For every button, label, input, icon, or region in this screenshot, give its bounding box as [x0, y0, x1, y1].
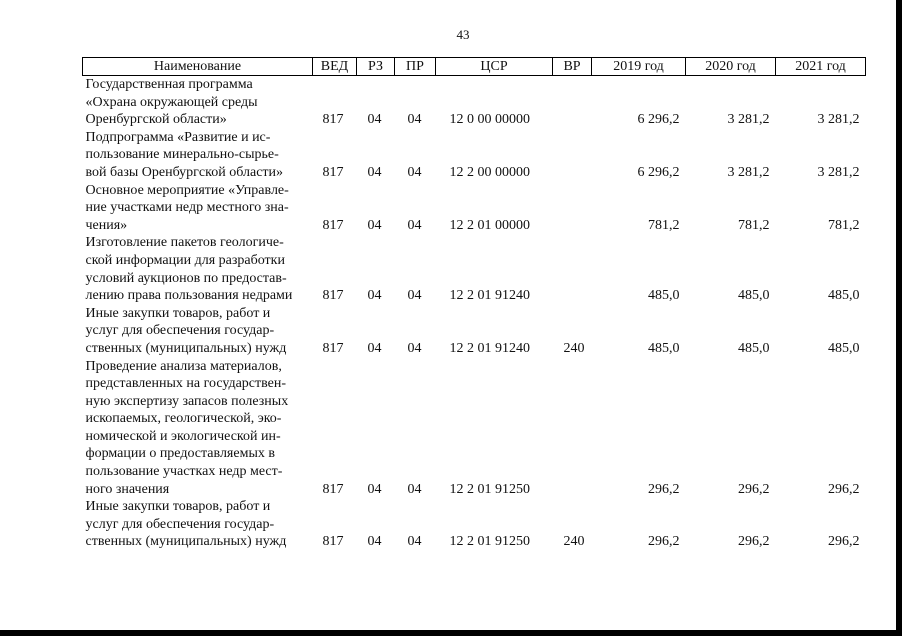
row-name — [83, 76, 313, 129]
cell-rz: 04 — [367, 217, 382, 233]
row-name-line: чения» — [85, 217, 128, 233]
cell-2020: 296,2 — [738, 481, 770, 497]
row-name-line: ственных (муниципальных) нужд — [85, 534, 287, 550]
header-csr: ЦСР — [436, 58, 553, 76]
row-name-line: ственных (муниципальных) нужд — [85, 340, 287, 356]
header-vr: ВР — [553, 58, 592, 76]
row-name-line: пользование участках недр мест- — [85, 464, 283, 480]
cell-pr: 04 — [407, 217, 422, 233]
row-name-line: Основное мероприятие «Управле- — [85, 182, 289, 198]
cell-ved: 817 — [322, 481, 344, 497]
row-name-line: условий аукционов по предостав- — [85, 270, 287, 286]
cell-vr — [553, 182, 592, 235]
cell-vr — [553, 234, 592, 304]
cell-2019: 781,2 — [648, 217, 680, 233]
cell-2021: 296,2 — [828, 534, 860, 550]
row-name-line: представленных на государствен- — [85, 376, 287, 392]
header-rz: РЗ — [357, 58, 395, 76]
row-name-line: услуг для обеспечения государ- — [85, 323, 275, 339]
cell-vr: 240 — [563, 534, 585, 550]
cell-csr: 12 0 00 00000 — [449, 112, 530, 128]
row-name-line: Оренбургской области» — [85, 112, 227, 128]
row-name-line: Иные закупки товаров, работ и — [85, 305, 271, 321]
budget-table — [82, 57, 866, 551]
row-name-line: номической и экологической ин- — [85, 428, 281, 444]
cell-2020: 485,0 — [738, 340, 770, 356]
row-name-line: Подпрограмма «Развитие и ис- — [85, 129, 271, 145]
table-row — [83, 76, 866, 129]
cell-pr: 04 — [407, 481, 422, 497]
cell-ved: 817 — [322, 340, 344, 356]
cell-pr: 04 — [407, 288, 422, 304]
cell-ved: 817 — [322, 217, 344, 233]
cell-2021: 3 281,2 — [817, 164, 860, 180]
header-ved: ВЕД — [313, 58, 357, 76]
header-pr: ПР — [395, 58, 436, 76]
row-name — [83, 182, 313, 235]
cell-rz: 04 — [367, 534, 382, 550]
table-row — [83, 358, 866, 499]
cell-ved: 817 — [322, 288, 344, 304]
table-row — [83, 498, 866, 551]
cell-2021: 485,0 — [828, 340, 860, 356]
row-name — [83, 358, 313, 499]
cell-rz: 04 — [367, 288, 382, 304]
cell-vr: 240 — [563, 340, 585, 356]
row-name — [83, 234, 313, 304]
cell-ved: 817 — [322, 164, 344, 180]
row-name-line: лению права пользования недрами — [85, 288, 293, 304]
cell-2019: 6 296,2 — [637, 112, 680, 128]
cell-csr: 12 2 01 91250 — [449, 534, 530, 550]
cell-csr: 12 2 01 00000 — [449, 217, 530, 233]
row-name — [83, 129, 313, 182]
row-name-line: Государственная программа — [85, 77, 253, 92]
row-name-line: вой базы Оренбургской области» — [85, 164, 284, 180]
header-2020: 2020 год — [686, 58, 776, 76]
cell-csr: 12 2 00 00000 — [449, 164, 530, 180]
cell-csr: 12 2 01 91240 — [449, 288, 530, 304]
cell-2020: 485,0 — [738, 288, 770, 304]
cell-2019: 485,0 — [648, 288, 680, 304]
cell-2019: 296,2 — [648, 481, 680, 497]
row-name-line: ской информации для разработки — [85, 252, 285, 268]
page-number: 43 — [456, 27, 470, 42]
cell-pr: 04 — [407, 164, 422, 180]
cell-csr: 12 2 01 91240 — [449, 340, 530, 356]
cell-2020: 781,2 — [738, 217, 770, 233]
cell-pr: 04 — [407, 534, 422, 550]
row-name-line: ископаемых, геологической, эко- — [85, 411, 282, 427]
cell-2019: 296,2 — [648, 534, 680, 550]
cell-2021: 485,0 — [828, 288, 860, 304]
cell-2019: 485,0 — [648, 340, 680, 356]
row-name-line: «Охрана окружающей среды — [85, 94, 258, 110]
table-row — [83, 305, 866, 358]
row-name-line: Проведение анализа материалов, — [85, 358, 282, 374]
table-body — [83, 76, 866, 552]
row-name-line: ние участками недр местного зна- — [85, 200, 289, 216]
cell-rz: 04 — [367, 164, 382, 180]
header-name: Наименование — [83, 58, 313, 76]
cell-2020: 296,2 — [738, 534, 770, 550]
cell-pr: 04 — [407, 340, 422, 356]
cell-vr — [553, 358, 592, 499]
row-name-line: Иные закупки товаров, работ и — [85, 499, 271, 515]
row-name-line: пользование минерально-сырье- — [85, 147, 279, 163]
cell-2019: 6 296,2 — [637, 164, 680, 180]
cell-ved: 817 — [322, 534, 344, 550]
cell-csr: 12 2 01 91250 — [449, 481, 530, 497]
table-header-row — [83, 58, 866, 76]
row-name — [83, 498, 313, 551]
cell-2021: 296,2 — [828, 481, 860, 497]
cell-rz: 04 — [367, 112, 382, 128]
cell-2021: 781,2 — [828, 217, 860, 233]
cell-vr — [553, 76, 592, 129]
scan-edge-right — [896, 0, 902, 636]
row-name-line: ного значения — [85, 481, 170, 497]
cell-ved: 817 — [322, 112, 344, 128]
cell-2020: 3 281,2 — [727, 112, 770, 128]
header-2019: 2019 год — [592, 58, 686, 76]
cell-2021: 3 281,2 — [817, 112, 860, 128]
table-row — [83, 234, 866, 304]
row-name-line: формации о предоставляемых в — [85, 446, 275, 462]
cell-rz: 04 — [367, 481, 382, 497]
cell-pr: 04 — [407, 112, 422, 128]
row-name-line: ную экспертизу запасов полезных — [85, 393, 289, 409]
table-row — [83, 129, 866, 182]
row-name-line: услуг для обеспечения государ- — [85, 516, 275, 532]
row-name-line: Изготовление пакетов геологиче- — [85, 235, 284, 251]
row-name — [83, 305, 313, 358]
scan-edge-bottom — [0, 630, 902, 636]
table-row — [83, 182, 866, 235]
cell-rz: 04 — [367, 340, 382, 356]
header-2021: 2021 год — [776, 58, 866, 76]
cell-vr — [553, 129, 592, 182]
cell-2020: 3 281,2 — [727, 164, 770, 180]
